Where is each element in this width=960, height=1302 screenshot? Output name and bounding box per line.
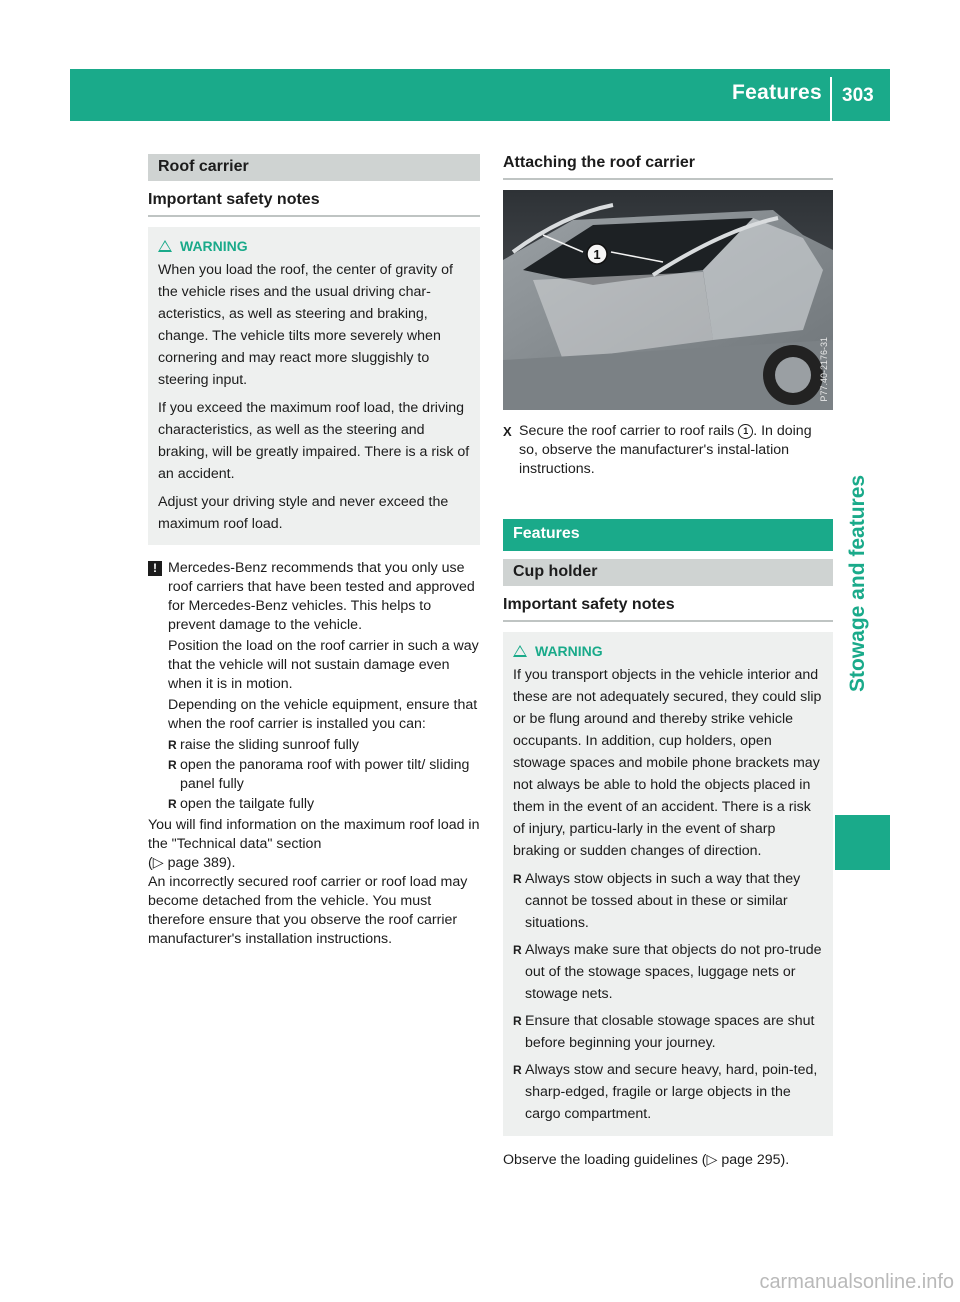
- info-paragraph: You will find information on the maximum roof load in the "Technical data" section: [148, 817, 480, 852]
- warning-triangle-icon: [158, 240, 172, 252]
- list-item: R Always stow objects in such a way that they cannot be tossed about in these or similar situations.: [513, 868, 825, 934]
- section-band-roof-carrier: Roof carrier: [148, 154, 480, 181]
- callout-1-label: 1: [593, 247, 601, 262]
- warning-box: [148, 227, 480, 545]
- vehicle-roof-photo: [503, 190, 833, 410]
- warning-paragraph: If you exceed the maximum roof load, the driving characteristics, as well as the steering and braking, will be greatly impaired. There is a risk of an accident.: [158, 400, 470, 482]
- note-block: [148, 559, 480, 814]
- warning-paragraph: If you transport objects in the vehicle interior and these are not adequately secured, they could slip or be flung around and thereby strike vehicle occupants. In addition, cup holders, open stowage spaces and mobile phone brackets may not always be able to hold the objects placed in them in the event of an accident. There is a risk of injury, particu-larly in the event of sharp braking or sudden changes of direction.: [513, 667, 822, 859]
- step-text-continued: . In doing so, observe the manufacturer's instal-lation instructions.: [519, 423, 812, 477]
- header-title: Features: [732, 81, 822, 104]
- list-item: R open the tailgate fully: [168, 795, 480, 814]
- subhead-safety-notes: Important safety notes: [148, 181, 480, 217]
- left-column: [148, 154, 480, 949]
- side-tab-block: [835, 815, 890, 870]
- warning-label: WARNING: [180, 238, 248, 254]
- note-paragraph: Depending on the vehicle equipment, ensure that when the roof carrier is installed you can:: [168, 697, 478, 732]
- list-item: R raise the sliding sunroof fully: [168, 736, 480, 755]
- warning-paragraph: When you load the roof, the center of gravity of the vehicle rises and the usual driving char-acteristics, as well as steering and braking, change. The vehicle tilts more severely when cornering and may react more sluggishly to steering input.: [158, 262, 453, 388]
- loading-guidelines-reference[interactable]: Observe the loading guidelines (▷ page 295).: [503, 1152, 790, 1168]
- warning-paragraph: Adjust your driving style and never exceed the maximum roof load.: [158, 494, 449, 532]
- note-paragraph: Mercedes-Benz recommends that you only use roof carriers that have been tested and approved for Mercedes-Benz vehicles. This helps to prevent damage to the vehicle.: [168, 560, 475, 633]
- list-item: R Always make sure that objects do not pro-trude out of the stowage spaces, luggage nets or stowage nets.: [513, 939, 825, 1005]
- step-text: Secure the roof carrier to roof rails: [519, 423, 739, 439]
- page-number: 303: [842, 85, 874, 106]
- list-item: R Always stow and secure heavy, hard, poin-ted, sharp-edged, fragile or large objects in the cargo compartment.: [513, 1059, 825, 1125]
- warning-heading: [513, 640, 825, 662]
- callout-1-inline: 1: [738, 424, 753, 439]
- info-paragraphs: [148, 816, 480, 949]
- car-roof-illustration: [503, 190, 833, 410]
- photo-code: P77.40-2176-31: [819, 337, 829, 402]
- heading-attaching-roof-carrier: Attaching the roof carrier: [503, 154, 833, 180]
- right-column: [503, 154, 833, 1168]
- list-item: R open the panorama roof with power tilt/ sliding panel fully: [168, 756, 480, 794]
- list-item: R Ensure that closable stowage spaces are shut before beginning your journey.: [513, 1010, 825, 1054]
- features-band: Features: [503, 519, 833, 551]
- warning-bullet-list: [513, 868, 825, 1125]
- exclamation-icon: !: [148, 561, 162, 576]
- page-header: [70, 69, 890, 121]
- note-paragraph: Position the load on the roof carrier in such a way that the vehicle will not sustain damage even when it is in motion.: [168, 638, 479, 692]
- warning-triangle-icon: [513, 645, 527, 657]
- info-paragraph: An incorrectly secured roof carrier or roof load may become detached from the vehicle. You must therefore ensure that you observe the roof carrier manufacturer's installation instructions.: [148, 874, 468, 947]
- header-divider: [830, 77, 832, 121]
- note-bullet-list: [168, 736, 480, 814]
- side-tab-label: Stowage and features: [846, 474, 869, 692]
- section-band-cup-holder: Cup holder: [503, 559, 833, 586]
- warning-label: WARNING: [535, 643, 603, 659]
- warning-heading: [158, 235, 472, 257]
- instruction-step: [503, 422, 833, 479]
- page-reference-link[interactable]: (▷ page 389).: [148, 855, 236, 871]
- warning-box-right: [503, 632, 833, 1136]
- watermark: carmanualsonline.info: [759, 1271, 954, 1293]
- subhead-safety-notes-right: Important safety notes: [503, 586, 833, 622]
